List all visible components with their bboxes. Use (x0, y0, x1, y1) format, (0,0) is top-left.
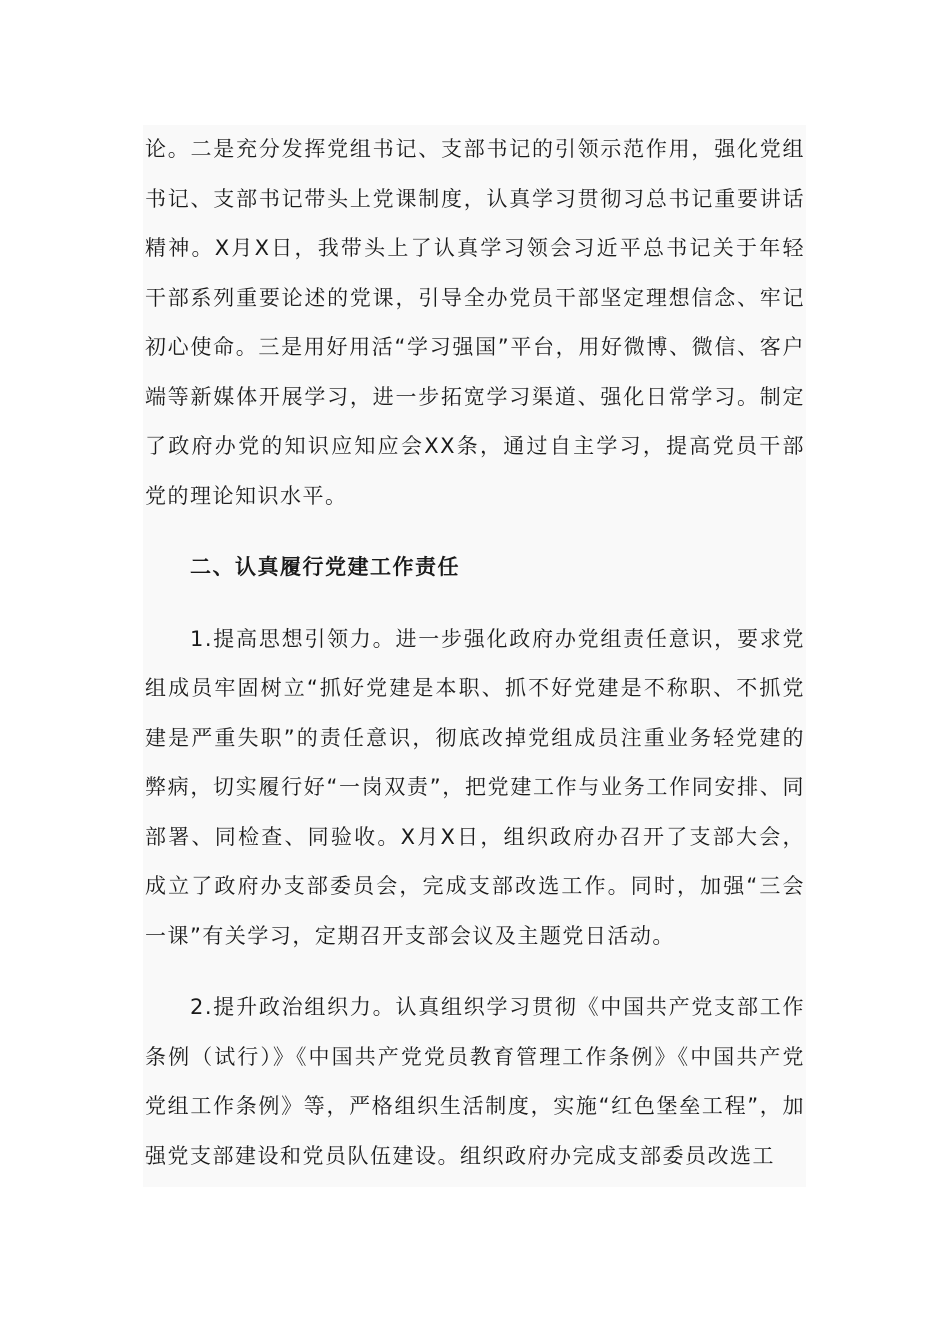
paragraph-gap (145, 593, 805, 615)
paragraph-continuation: 论。二是充分发挥党组书记、支部书记的引领示范作用，强化党组书记、支部书记带头上党课制度，认真学习贯彻习总书记重要讲话精神。X月X日，我带头上了认真学习领会习近平总书记关于年轻干部系列重要论述的党课，引导全办党员干部坚定理想信念、牢记初心使命。三是用好用活“学习强国”平台，用好微博、微信、客户端等新媒体开展学习，进一步拓宽学习渠道、强化日常学习。制定了政府办党的知识应知应会XX条，通过自主学习，提高党员干部党的理论知识水平。 (145, 137, 805, 508)
paragraph-gap (145, 961, 805, 983)
paragraph-item-2: 2.提升政治组织力。认真组织学习贯彻《中国共产党支部工作条例（试行）》《中国共产党党员教育管理工作条例》《中国共产党党组工作条例》等，严格组织生活制度，实施“红色堡垒工程”，加强党支部建设和党员队伍建设。组织政府办完成支部委员改选工 (145, 995, 805, 1168)
paragraph-gap (145, 521, 805, 543)
section-heading: 二、认真履行党建工作责任 (190, 555, 460, 579)
paragraph-item-1: 1.提高思想引领力。进一步强化政府办党组责任意识，要求党组成员牢固树立“抓好党建是本职、抓不好党建是不称职、不抓党建是严重失职”的责任意识，彻底改掉党组成员注重业务轻党建的弊病，切实履行好“一岗双责”，把党建工作与业务工作同安排、同部署、同检查、同验收。X月X日，组织政府办召开了支部大会，成立了政府办支部委员会，完成支部改选工作。同时，加强“三会一课”有关学习，定期召开支部会议及主题党日活动。 (145, 626, 805, 948)
document-page (145, 125, 805, 1187)
